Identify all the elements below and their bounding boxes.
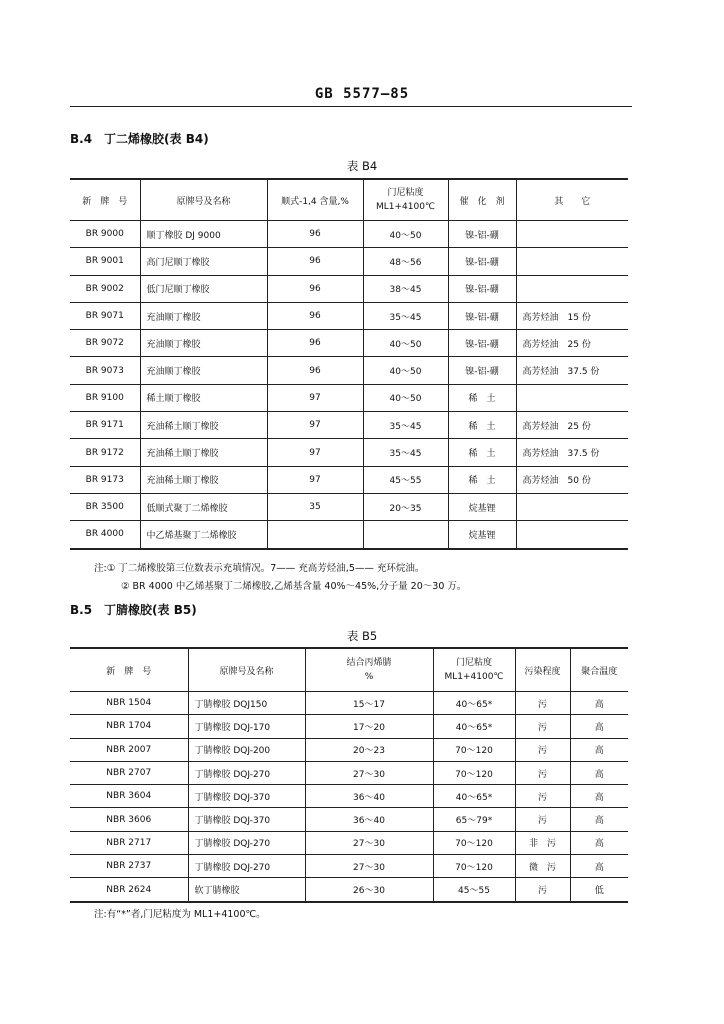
cell-acrylonitrile: 27～30 [305, 761, 433, 784]
cell-new-grade: BR 9000 [70, 221, 140, 248]
cell-polymerization-temp: 高 [570, 831, 628, 854]
col-header-new-grade: 新 牌 号 [70, 648, 188, 692]
cell-cis-content: 96 [267, 248, 363, 275]
cell-contamination: 微 污 [515, 855, 570, 878]
cell-catalyst: 稀 土 [448, 384, 516, 411]
cell-polymerization-temp: 高 [570, 692, 628, 715]
cell-mooney: 35～45 [363, 439, 448, 466]
cell-new-grade: BR 4000 [70, 521, 140, 549]
cell-original-name: 丁腈橡胶 DQJ-270 [188, 831, 305, 854]
cell-contamination: 污 [515, 692, 570, 715]
cell-other [516, 521, 628, 549]
col-header-original-name: 原牌号及名称 [188, 648, 305, 692]
table-row [70, 878, 628, 902]
cell-original-name: 软丁腈橡胶 [188, 878, 305, 902]
cell-original-name: 低门尼顺丁橡胶 [140, 275, 267, 302]
cell-other: 高芳烃油 37.5 份 [516, 439, 628, 466]
cell-original-name: 充油顺丁橡胶 [140, 357, 267, 384]
cell-polymerization-temp: 低 [570, 878, 628, 902]
cell-other: 高芳烃油 25 份 [516, 412, 628, 439]
cell-cis-content: 97 [267, 412, 363, 439]
cell-other [516, 493, 628, 520]
cell-cis-content: 96 [267, 302, 363, 329]
cell-cis-content: 96 [267, 275, 363, 302]
table-b5-note: 注:有“*”者,门尼粘度为 ML1+4100℃。 [94, 909, 266, 920]
cell-cis-content: 97 [267, 439, 363, 466]
cell-mooney: 38～45 [363, 275, 448, 302]
table-row [70, 692, 628, 715]
cell-other [516, 248, 628, 275]
cell-new-grade: NBR 2624 [70, 878, 188, 902]
cell-other [516, 221, 628, 248]
cell-catalyst: 稀 土 [448, 466, 516, 493]
cell-polymerization-temp: 高 [570, 855, 628, 878]
table-row [70, 831, 628, 854]
table-b5-header-row [70, 648, 628, 692]
cell-catalyst: 烷基锂 [448, 521, 516, 549]
acrylonitrile-label: 结合丙烯腈 [346, 658, 392, 668]
cell-cis-content [267, 521, 363, 549]
table-row [70, 275, 628, 302]
cell-cis-content: 97 [267, 466, 363, 493]
col-header-other: 其 它 [516, 179, 628, 221]
cell-new-grade: NBR 1504 [70, 692, 188, 715]
cell-new-grade: NBR 2737 [70, 855, 188, 878]
cell-original-name: 丁腈橡胶 DQJ-200 [188, 738, 305, 761]
cell-polymerization-temp: 高 [570, 715, 628, 738]
cell-mooney: 20～35 [363, 493, 448, 520]
cell-catalyst: 稀 土 [448, 439, 516, 466]
cell-contamination: 污 [515, 761, 570, 784]
cell-mooney: 40～65* [433, 785, 515, 808]
cell-mooney: 70～120 [433, 831, 515, 854]
cell-catalyst: 镍-铝-硼 [448, 330, 516, 357]
mooney-label: 门尼粘度 [387, 188, 424, 198]
table-row [70, 808, 628, 831]
cell-original-name: 丁腈橡胶 DQJ-170 [188, 715, 305, 738]
cell-catalyst: 镍-铝-硼 [448, 357, 516, 384]
cell-other: 高芳烃油 37.5 份 [516, 357, 628, 384]
cell-cis-content: 35 [267, 493, 363, 520]
cell-new-grade: NBR 2707 [70, 761, 188, 784]
cell-mooney: 70～120 [433, 738, 515, 761]
cell-mooney: 65～79* [433, 808, 515, 831]
col-header-contamination: 污染程度 [515, 648, 570, 692]
table-b5-caption: 表 B5 [346, 629, 378, 643]
cell-new-grade: NBR 2717 [70, 831, 188, 854]
cell-original-name: 顺丁橡胶 DJ 9000 [140, 221, 267, 248]
col-header-acrylonitrile [305, 648, 433, 692]
cell-original-name: 丁腈橡胶 DQJ-270 [188, 761, 305, 784]
cell-original-name: 丁腈橡胶 DQJ-270 [188, 855, 305, 878]
cell-catalyst: 镍-铝-硼 [448, 302, 516, 329]
header-rule [70, 106, 632, 107]
cell-cis-content: 96 [267, 221, 363, 248]
cell-original-name: 高门尼顺丁橡胶 [140, 248, 267, 275]
mooney-unit: ML1+4100℃ [375, 202, 436, 212]
cell-contamination: 污 [515, 878, 570, 902]
cell-catalyst: 镍-铝-硼 [448, 275, 516, 302]
cell-new-grade: NBR 1704 [70, 715, 188, 738]
table-row [70, 738, 628, 761]
table-row [70, 439, 628, 466]
table-row [70, 521, 628, 549]
cell-mooney: 40～65* [433, 715, 515, 738]
cell-mooney: 40～50 [363, 384, 448, 411]
cell-cis-content: 96 [267, 330, 363, 357]
cell-acrylonitrile: 15～17 [305, 692, 433, 715]
col-header-mooney [363, 179, 448, 221]
cell-original-name: 低顺式聚丁二烯橡胶 [140, 493, 267, 520]
cell-other [516, 275, 628, 302]
cell-acrylonitrile: 27～30 [305, 831, 433, 854]
section-b4-heading: B.4 丁二烯橡胶(表 B4) [70, 132, 209, 146]
col-header-mooney [433, 648, 515, 692]
cell-mooney: 45～55 [433, 878, 515, 902]
cell-original-name: 中乙烯基聚丁二烯橡胶 [140, 521, 267, 549]
cell-original-name: 丁腈橡胶 DQJ-370 [188, 785, 305, 808]
page-header-title: GB 5577—85 [314, 86, 410, 102]
cell-new-grade: NBR 3604 [70, 785, 188, 808]
cell-mooney: 35～45 [363, 412, 448, 439]
table-b4 [70, 178, 628, 550]
cell-mooney: 70～120 [433, 761, 515, 784]
cell-mooney: 40～65* [433, 692, 515, 715]
cell-polymerization-temp: 高 [570, 808, 628, 831]
cell-acrylonitrile: 26～30 [305, 878, 433, 902]
cell-new-grade: NBR 3606 [70, 808, 188, 831]
cell-catalyst: 烷基锂 [448, 493, 516, 520]
cell-mooney: 48～56 [363, 248, 448, 275]
table-row [70, 357, 628, 384]
cell-contamination: 污 [515, 808, 570, 831]
cell-original-name: 充油稀土顺丁橡胶 [140, 439, 267, 466]
table-row [70, 302, 628, 329]
table-b4-note-1: 注:① 丁二烯橡胶第三位数表示充填情况。7—— 充高芳烃油,5—— 充环烷油。 [94, 563, 425, 574]
col-header-new-grade: 新 牌 号 [70, 179, 140, 221]
cell-polymerization-temp: 高 [570, 738, 628, 761]
table-row [70, 248, 628, 275]
cell-other: 高芳烃油 50 份 [516, 466, 628, 493]
mooney-label: 门尼粘度 [455, 658, 492, 668]
table-b4-caption: 表 B4 [346, 159, 378, 173]
cell-new-grade: BR 9171 [70, 412, 140, 439]
cell-original-name: 稀土顺丁橡胶 [140, 384, 267, 411]
cell-original-name: 丁腈橡胶 DQJ150 [188, 692, 305, 715]
cell-mooney: 40～50 [363, 357, 448, 384]
cell-new-grade: BR 3500 [70, 493, 140, 520]
cell-contamination: 污 [515, 715, 570, 738]
col-header-original-name: 原牌号及名称 [140, 179, 267, 221]
cell-mooney: 35～45 [363, 302, 448, 329]
cell-other: 高芳烃油 25 份 [516, 330, 628, 357]
cell-original-name: 充油稀土顺丁橡胶 [140, 412, 267, 439]
cell-original-name: 丁腈橡胶 DQJ-370 [188, 808, 305, 831]
cell-polymerization-temp: 高 [570, 761, 628, 784]
cell-acrylonitrile: 20～23 [305, 738, 433, 761]
cell-mooney: 45～55 [363, 466, 448, 493]
cell-original-name: 充油顺丁橡胶 [140, 302, 267, 329]
cell-other [516, 384, 628, 411]
table-row [70, 855, 628, 878]
cell-cis-content: 96 [267, 357, 363, 384]
cell-new-grade: BR 9073 [70, 357, 140, 384]
cell-other: 高芳烃油 15 份 [516, 302, 628, 329]
mooney-unit: ML1+4100℃ [444, 672, 504, 682]
cell-mooney: 40～50 [363, 330, 448, 357]
cell-polymerization-temp: 高 [570, 785, 628, 808]
col-header-cis-content: 顺式-1,4 含量,% [267, 179, 363, 221]
table-row [70, 761, 628, 784]
cell-contamination: 污 [515, 785, 570, 808]
table-b5 [70, 647, 628, 903]
cell-contamination: 非 污 [515, 831, 570, 854]
cell-mooney: 70～120 [433, 855, 515, 878]
table-row [70, 466, 628, 493]
cell-new-grade: NBR 2007 [70, 738, 188, 761]
cell-new-grade: BR 9001 [70, 248, 140, 275]
table-row [70, 384, 628, 411]
table-row [70, 493, 628, 520]
table-b4-header-row [70, 179, 628, 221]
table-row [70, 221, 628, 248]
cell-catalyst: 镍-铝-硼 [448, 248, 516, 275]
cell-acrylonitrile: 36～40 [305, 785, 433, 808]
cell-acrylonitrile: 17～20 [305, 715, 433, 738]
cell-new-grade: BR 9071 [70, 302, 140, 329]
col-header-polymerization-temp: 聚合温度 [570, 648, 628, 692]
cell-catalyst: 稀 土 [448, 412, 516, 439]
cell-acrylonitrile: 27～30 [305, 855, 433, 878]
table-row [70, 785, 628, 808]
cell-acrylonitrile: 36～40 [305, 808, 433, 831]
cell-catalyst: 镍-铝-硼 [448, 221, 516, 248]
section-b5-heading: B.5 丁腈橡胶(表 B5) [70, 603, 197, 617]
cell-new-grade: BR 9072 [70, 330, 140, 357]
table-b4-note-2: ② BR 4000 中乙烯基聚丁二烯橡胶,乙烯基含量 40%～45%,分子量 20～30 万。 [121, 581, 467, 592]
acrylonitrile-unit: % [364, 672, 374, 682]
cell-contamination: 污 [515, 738, 570, 761]
table-row [70, 715, 628, 738]
cell-new-grade: BR 9002 [70, 275, 140, 302]
cell-original-name: 充油稀土顺丁橡胶 [140, 466, 267, 493]
cell-new-grade: BR 9100 [70, 384, 140, 411]
table-row [70, 412, 628, 439]
cell-new-grade: BR 9172 [70, 439, 140, 466]
cell-mooney: 40～50 [363, 221, 448, 248]
col-header-catalyst: 催 化 剂 [448, 179, 516, 221]
table-row [70, 330, 628, 357]
cell-cis-content: 97 [267, 384, 363, 411]
cell-original-name: 充油顺丁橡胶 [140, 330, 267, 357]
cell-new-grade: BR 9173 [70, 466, 140, 493]
cell-mooney [363, 521, 448, 549]
